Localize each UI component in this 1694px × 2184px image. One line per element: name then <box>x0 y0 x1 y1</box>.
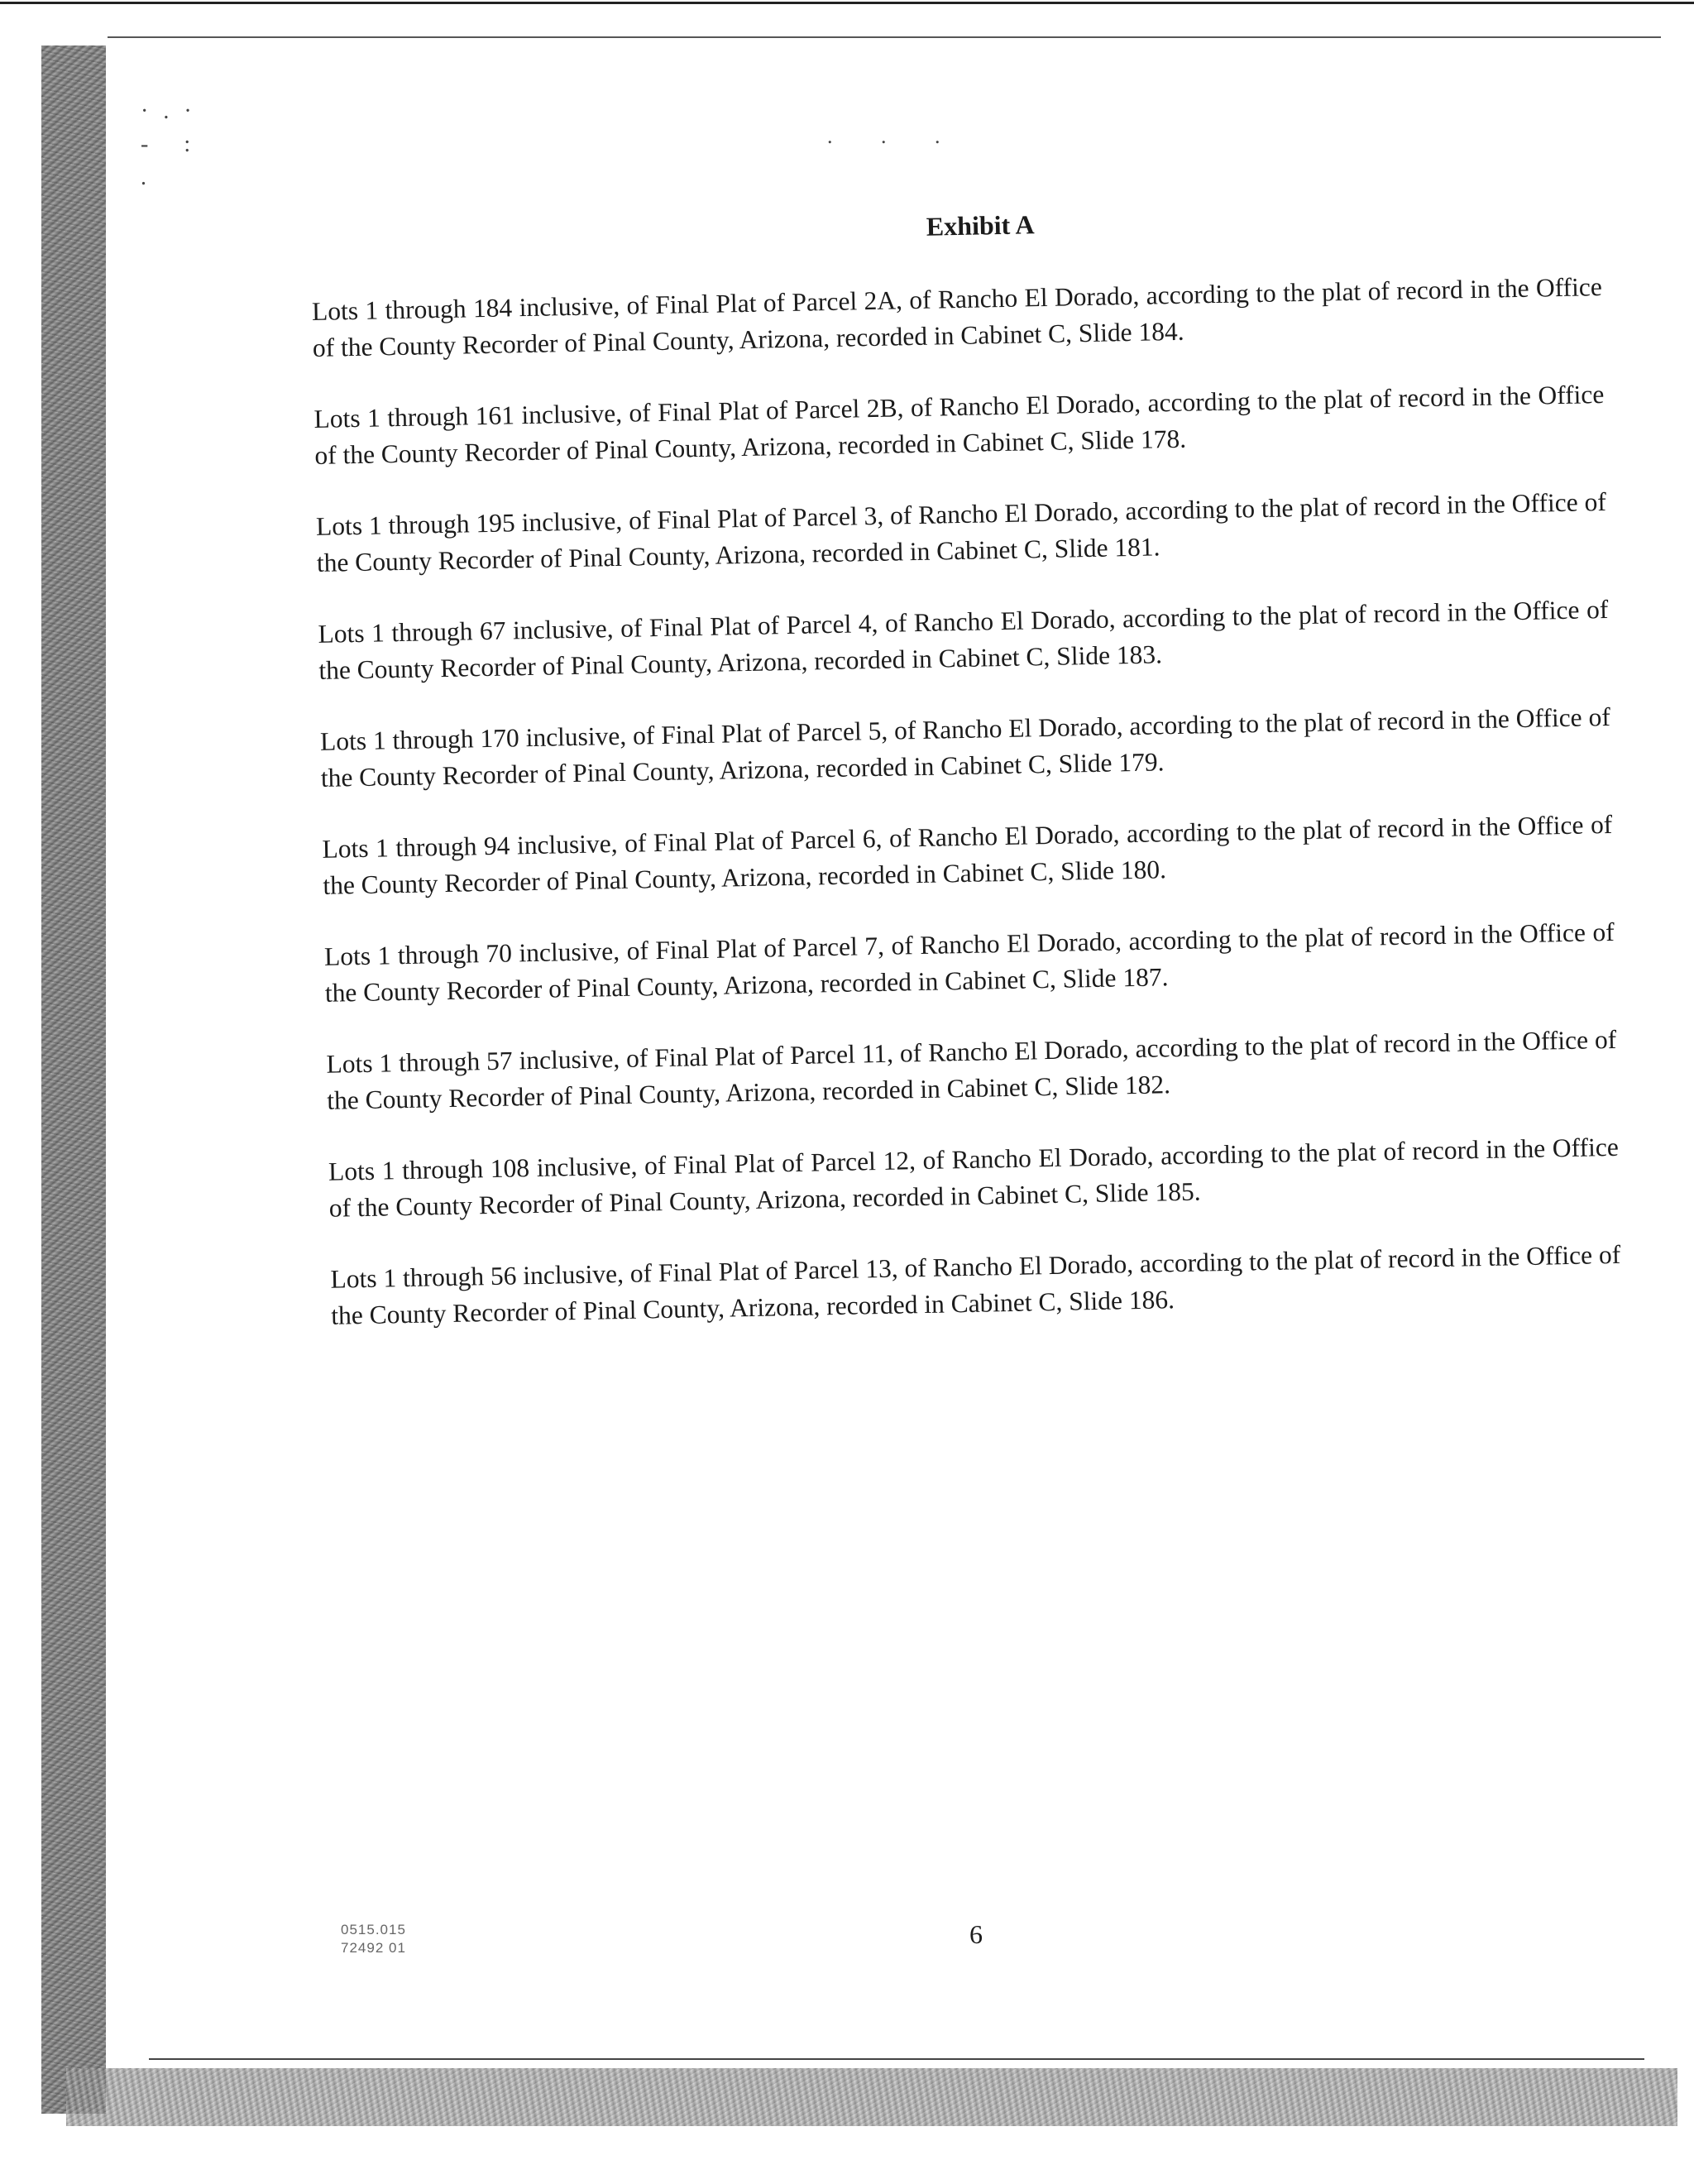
legal-description-paragraph: Lots 1 through 161 inclusive, of Final Plat of Parcel 2B, of Rancho El Dorado, according to the plat of record in the Office of the County Recorder of Pinal County, Arizona, recorded in Cabinet C, Slide 178. <box>313 380 1605 470</box>
scan-page-edge-line <box>108 36 1661 38</box>
legal-description-paragraph: Lots 1 through 70 inclusive, of Final Plat of Parcel 7, of Rancho El Dorado, according to the plat of record in the Office of the County Recorder of Pinal County, Arizona, recorded in Cabinet C, Slide 187. <box>323 917 1615 1008</box>
legal-description-paragraph: Lots 1 through 56 inclusive, of Final Plat of Parcel 13, of Rancho El Dorado, according to the plat of record in the Office of the County Recorder of Pinal County, Arizona, recorded in Cabinet C, Slide 186. <box>330 1239 1621 1330</box>
scan-top-border <box>0 2 1694 4</box>
reference-code-line: 72492 01 <box>341 1940 406 1956</box>
legal-description-paragraph: Lots 1 through 94 inclusive, of Final Plat of Parcel 6, of Rancho El Dorado, according to the plat of record in the Office of the County Recorder of Pinal County, Arizona, recorded in Cabinet C, Slide 180. <box>322 809 1613 900</box>
scan-specks-top-center: . . . <box>827 124 962 148</box>
legal-description-paragraph: Lots 1 through 170 inclusive, of Final Plat of Parcel 5, of Rancho El Dorado, according to the plat of record in the Office of the County Recorder of Pinal County, Arizona, recorded in Cabinet C, Slide 179. <box>319 702 1611 793</box>
scan-specks-top-left: ·.· - : . <box>141 98 207 190</box>
reference-code-line: 0515.015 <box>341 1922 406 1937</box>
document-page <box>310 199 1622 1369</box>
legal-description-paragraph: Lots 1 through 195 inclusive, of Final Plat of Parcel 3, of Rancho El Dorado, according to the plat of record in the Office of the County Recorder of Pinal County, Arizona, recorded in Cabinet C, Slide 181. <box>315 486 1607 577</box>
scan-bottom-edge-noise <box>66 2068 1677 2126</box>
legal-description-paragraph: Lots 1 through 184 inclusive, of Final Plat of Parcel 2A, of Rancho El Dorado, according to the plat of record in the Office of the County Recorder of Pinal County, Arizona, recorded in Cabinet C, Slide 184. <box>311 272 1603 362</box>
exhibit-title: Exhibit A <box>926 209 1035 242</box>
legal-description-paragraph: Lots 1 through 67 inclusive, of Final Plat of Parcel 4, of Rancho El Dorado, according to the plat of record in the Office of the County Recorder of Pinal County, Arizona, recorded in Cabinet C, Slide 183. <box>318 594 1609 685</box>
legal-description-paragraph: Lots 1 through 108 inclusive, of Final Plat of Parcel 12, of Rancho El Dorado, according to the plat of record in the Office of the County Recorder of Pinal County, Arizona, recorded in Cabinet C, Slide 185. <box>328 1132 1620 1223</box>
page-number: 6 <box>969 1919 983 1949</box>
scan-bottom-edge-line <box>149 2058 1644 2060</box>
scan-left-edge-noise <box>41 46 106 2114</box>
legal-description-paragraph: Lots 1 through 57 inclusive, of Final Plat of Parcel 11, of Rancho El Dorado, according to the plat of record in the Office of the County Recorder of Pinal County, Arizona, recorded in Cabinet C, Slide 182. <box>326 1024 1617 1115</box>
document-reference-code <box>341 1921 406 1957</box>
